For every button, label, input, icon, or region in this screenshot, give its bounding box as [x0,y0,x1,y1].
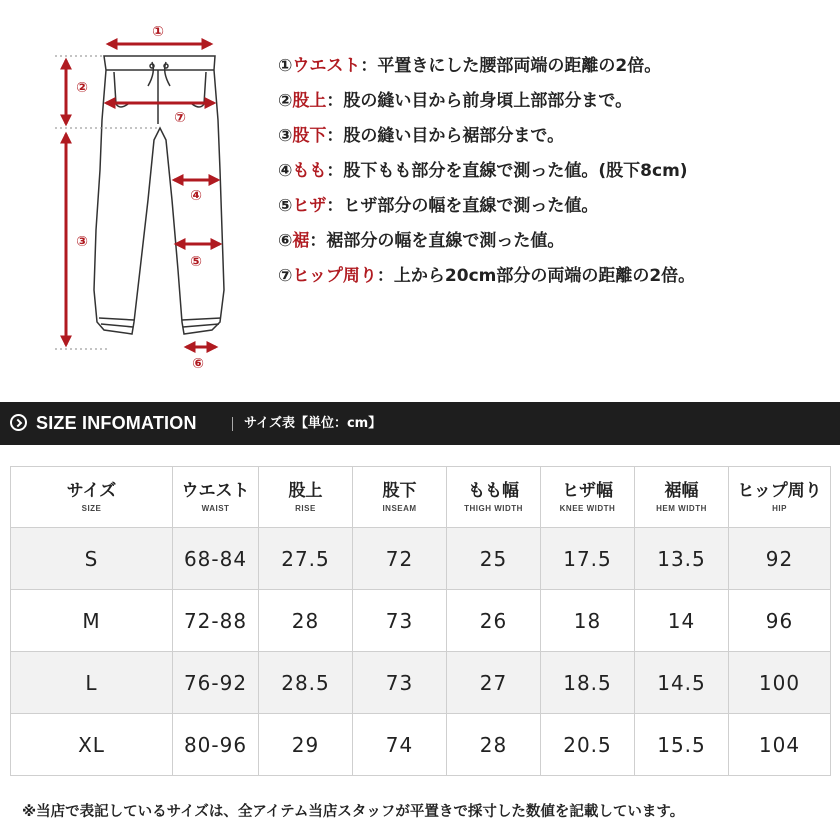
table-cell: 28 [447,714,541,776]
note-hem [278,229,838,264]
pants-outline [94,56,224,334]
table-cell: 29 [259,714,353,776]
note-number: ① [278,56,293,76]
table-cell: 80-96 [173,714,259,776]
table-cell: 76-92 [173,652,259,714]
table-cell: 18.5 [541,652,635,714]
table-cell: 73 [353,652,447,714]
header-label: ヒザ幅 [562,481,613,501]
marker-2: ② [76,80,88,96]
header-hip [729,467,831,528]
table-cell: 18 [541,590,635,652]
note-number: ④ [278,161,293,181]
header-waist [173,467,259,528]
note-description: ：裾部分の幅を直線で測った値。 [309,231,565,251]
header-sublabel: THIGH WIDTH [464,504,523,513]
note-hip [278,264,838,299]
section-subtitle: サイズ表【単位：cm】 [244,416,382,431]
table-cell: 14.5 [635,652,729,714]
header-label: ウエスト [181,481,250,501]
table-cell: M [11,590,173,652]
note-knee [278,194,838,229]
table-cell: 15.5 [635,714,729,776]
note-number: ② [278,91,293,111]
pants-measurement-diagram [0,0,260,380]
table-cell: 74 [353,714,447,776]
note-inseam [278,124,838,159]
note-description: ：ヒザ部分の幅を直線で測った値。 [326,196,599,216]
table-cell: S [11,528,173,590]
size-table [10,466,831,776]
table-cell: 13.5 [635,528,729,590]
table-cell: 72 [353,528,447,590]
table-cell: XL [11,714,173,776]
marker-6: ⑥ [192,356,204,372]
table-cell: 14 [635,590,729,652]
marker-1: ① [152,24,164,40]
note-term: ヒザ [292,196,327,216]
note-waist [278,54,838,89]
table-cell: 92 [729,528,831,590]
note-number: ③ [278,126,293,146]
note-description: ：上から20cm部分の両端の距離の2倍。 [376,266,696,286]
header-sublabel: RISE [295,504,316,513]
note-number: ⑤ [278,196,293,216]
size-info-header [0,402,840,445]
note-number: ⑦ [278,266,293,286]
header-label: 股下 [382,481,417,501]
table-cell: 28.5 [259,652,353,714]
guide-lines [55,56,158,349]
marker-5: ⑤ [190,254,202,270]
header-label: もも幅 [468,481,519,501]
table-cell: L [11,652,173,714]
table-cell: 25 [447,528,541,590]
section-title: SIZE INFOMATION [36,413,197,433]
table-cell: 26 [447,590,541,652]
table-row [11,652,831,714]
table-cell: 72-88 [173,590,259,652]
header-label: 裾幅 [664,481,699,501]
note-thigh [278,159,838,194]
header-thigh [447,467,541,528]
table-cell: 73 [353,590,447,652]
note-term: 股上 [292,91,327,111]
table-header-row [11,467,831,528]
table-cell: 17.5 [541,528,635,590]
table-cell: 104 [729,714,831,776]
table-cell: 96 [729,590,831,652]
header-label: サイズ [66,481,117,501]
marker-7: ⑦ [174,110,186,126]
chevron-right-circle-icon [10,414,27,431]
table-cell: 27.5 [259,528,353,590]
header-label: ヒップ周り [737,481,822,501]
table-cell: 20.5 [541,714,635,776]
header-sublabel: HEM WIDTH [656,504,707,513]
table-cell: 100 [729,652,831,714]
note-number: ⑥ [278,231,293,251]
header-size [11,467,173,528]
header-label: 股上 [288,481,323,501]
footnote: ※当店で表記しているサイズは、全アイテム当店スタッフが平置きで採寸した数値を記載しています。 [22,804,685,820]
header-knee [541,467,635,528]
table-row [11,714,831,776]
header-sublabel: KNEE WIDTH [559,504,616,513]
header-inseam [353,467,447,528]
note-description: ：股の縫い目から前身頃上部部分まで。 [326,91,633,111]
measurement-notes [278,54,838,299]
table-cell: 27 [447,652,541,714]
table-cell: 28 [259,590,353,652]
header-rise [259,467,353,528]
note-rise [278,89,838,124]
header-sublabel: INSEAM [382,504,417,513]
note-description: ：股の縫い目から裾部分まで。 [326,126,565,146]
table-row [11,590,831,652]
header-sublabel: WAIST [201,504,230,513]
note-description: ：平置きにした腰部両端の距離の2倍。 [360,56,662,76]
header-sublabel: HIP [772,504,787,513]
note-term: ウエスト [292,56,361,76]
header-sublabel: SIZE [81,504,102,513]
divider [232,417,233,431]
marker-4: ④ [190,188,202,204]
table-cell: 68-84 [173,528,259,590]
table-row [11,528,831,590]
marker-3: ③ [76,234,88,250]
note-term: 股下 [292,126,327,146]
header-hem [635,467,729,528]
note-term: 裾 [292,231,310,251]
note-term: ヒップ周り [292,266,377,286]
note-term: もも [292,161,327,181]
note-description: ：股下もも部分を直線で測った値。(股下8cm) [326,161,688,181]
